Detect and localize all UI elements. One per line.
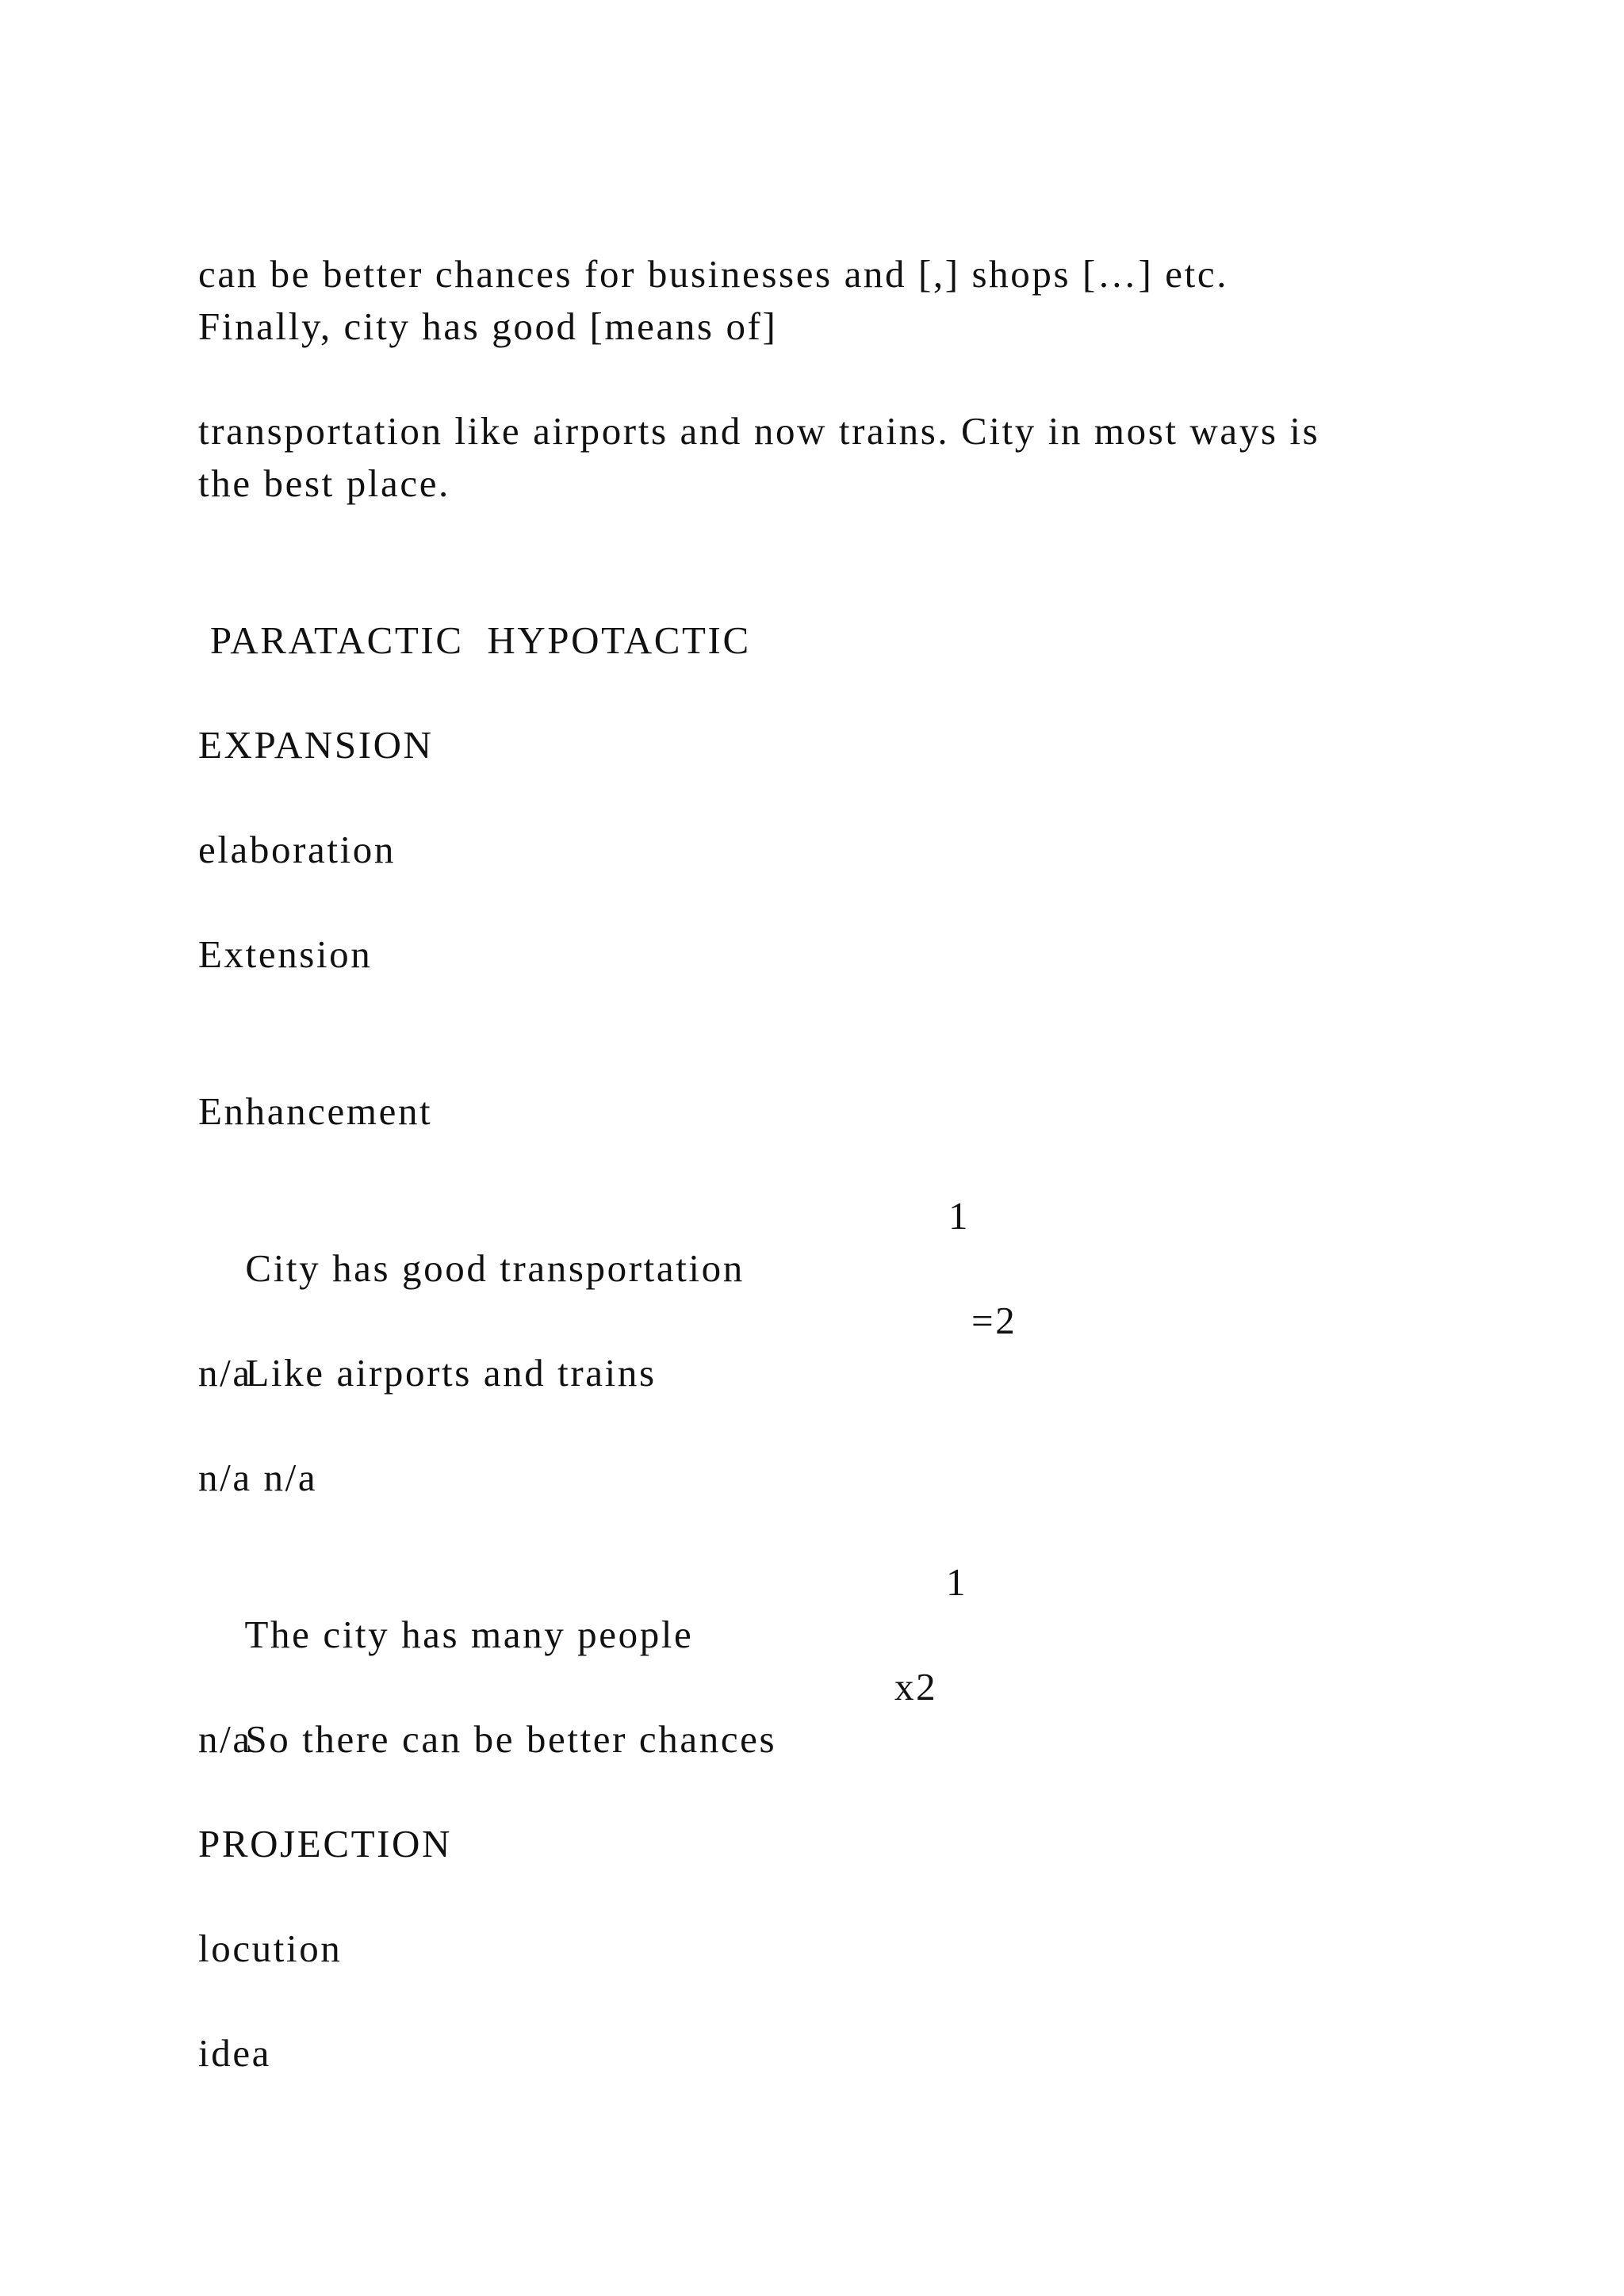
table-row [198,1661,776,1818]
row-mark: =2 [971,1299,1017,1342]
row-text: Like airports and trains [245,1351,657,1395]
table-row: n/a [198,1351,252,1395]
table-row: n/a [198,1717,252,1761]
row-mark: 1 [946,1560,968,1604]
paragraph-line: transportation like airports and now trains. City in most ways is [198,409,1320,453]
label-elaboration: elaboration [198,828,396,871]
table-row [198,1295,657,1452]
label-idea: idea [198,2031,272,2075]
row-text: So there can be better chances [245,1717,777,1761]
row-mark: 1 [948,1194,971,1238]
label-locution: locution [198,1927,343,1970]
section-heading-expansion: EXPANSION [198,723,434,767]
row-mark: x2 [894,1665,938,1709]
row-text: City has good transportation [245,1246,745,1290]
paragraph-line: the best place. [198,461,450,505]
section-heading-projection: PROJECTION [198,1822,453,1866]
label-enhancement: Enhancement [198,1089,433,1133]
label-extension: Extension [198,932,373,976]
paragraph-line: can be better chances for businesses and [,] shops […] etc. [198,252,1229,296]
paragraph-line: Finally, city has good [means of] [198,304,778,348]
table-row: n/a n/a [198,1456,318,1499]
row-text: The city has many people [244,1613,694,1656]
column-headers: PARATACTIC HYPOTACTIC [198,618,751,662]
